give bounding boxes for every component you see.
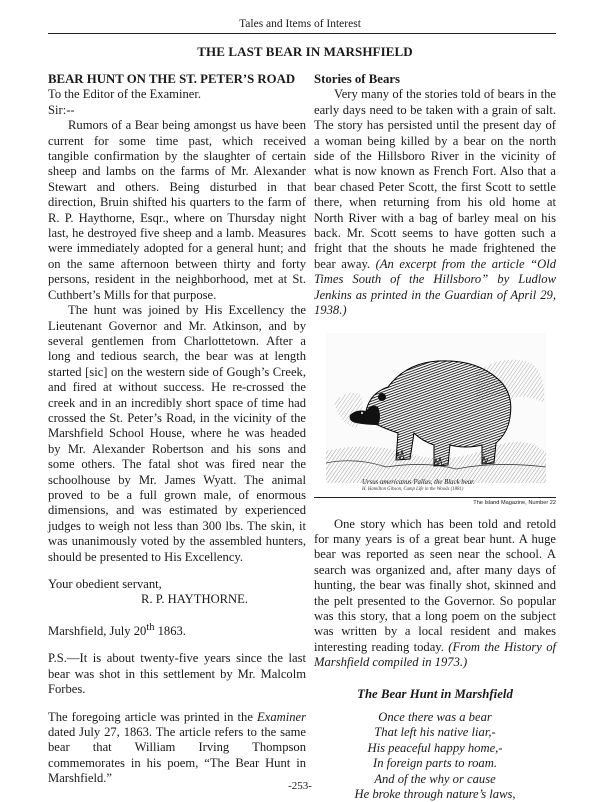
postscript: P.S.—It is about twenty-five years since the last bear was shot in this settlement by Mr. Malcolm Forbes.: [48, 651, 306, 697]
right-column: [314, 72, 556, 802]
poem-line: His peaceful happy home,-: [367, 740, 503, 755]
poem-title: The Bear Hunt in Marshfield: [357, 686, 513, 701]
stories-paragraph-1: [314, 87, 556, 318]
page-number: -253-: [288, 780, 312, 792]
poem-line: And of the why or cause: [374, 771, 496, 786]
letter-paragraph-2: The hunt was joined by His Excellency the Lieutenant Governor and Mr. Atkinson, and by several gentlemen from Charlottetown. After a long and tedious search, the bear was at length started [sic] on the western side of Gough’s Creek, and fired at without success. He re-crossed the creek and in an incredibly short space of time had crossed the St. Peter’s Road, in the vicinity of the Marshfield School House, where he was headed by Mr. Alexander Robertson and his sons and some others. The fatal shot was fired near the schoolhouse by Mr. James Wyatt. The animal proved to be a full grown male, of enormous dimensions, and was estimated by experienced judges to weigh not less than 300 lbs. The skin, it was unanimously voted by the assembled hunters, should be presented to His Excellency.: [48, 303, 306, 564]
left-column: [48, 72, 306, 787]
letter-paragraph-1: Rumors of a Bear being amongst us have been current for some time past, which received tangible confirmation by the slaughter of certain sheep and lambs on the farms of Mr. Alexander Stewart and others. Being disturbed in that direction, Bruin shifted his quarters to the farm of R. P. Haythorne, Esqr., where on Thursday night last, he destroyed five sheep and a lamb. Measures were immediately adopted for a general hunt; and on the same afternoon between thirty and forty persons, resident in the neighborhood, met at St. Cuthbert’s Mills for that purpose.: [48, 118, 306, 302]
dateline-year: 1863.: [154, 624, 186, 638]
letter-signature: R. P. HAYTHORNE.: [141, 592, 248, 607]
note-text-start: The foregoing article was printed in the: [48, 709, 258, 724]
poem-line: In foreign parts to roam.: [373, 756, 497, 771]
dateline-text: Marshfield, July 20: [48, 624, 147, 638]
poem-line: He broke through nature’s laws,: [354, 787, 516, 801]
page-title: THE LAST BEAR IN MARSHFIELD: [197, 44, 413, 59]
stories-text-2: One story which has been told and retold for many years is of a great bear hunt. A huge bear was reported as seen near the school. A search was organized and, after many days of hunting, the bear was finally shot, skinned and the pelt presented to the Governor. So popular was this story, that a long poem on the subject was written by a local resident and makes interesting reading today.: [314, 516, 556, 654]
stories-citation-2: (From the History of Marshfield compiled in 1973.): [314, 639, 556, 670]
salutation-sir: Sir:--: [48, 102, 75, 117]
left-heading: BEAR HUNT ON THE ST. PETER’S ROAD: [48, 72, 296, 86]
figure-caption: Ursus americanus Pallas, the Black bear.: [362, 478, 475, 486]
stories-text-1: Very many of the stories told of bears in the early days need to be taken with a grain of salt. The story has persisted until the present day of a woman being killed by a bear on the north side of the Hillsboro River in the vicinity of what is now known as French Fort. Also that a bear chased Peter Scott, the first Scott to settle there, when returning from his old home at North River with a bag of barley meal on his back. Mr. Scott seems to have gotten such a fright that the shouts he made frightened the bear away.: [314, 87, 556, 271]
stories-paragraph-2: [314, 517, 556, 671]
salutation-line: To the Editor of the Examiner.: [48, 87, 201, 102]
letter-closing: Your obedient servant,: [48, 577, 162, 591]
figure-rule: [314, 497, 556, 498]
note-text-end: dated July 27, 1863. The article refers to the same bear that William Irving Thompson commemorates in his poem, “The Bear Hunt in Marshfield.”: [48, 725, 306, 786]
editorial-note: [48, 710, 306, 787]
note-newspaper-name: Examiner: [257, 709, 306, 724]
figure-source: The Island Magazine, Number 22: [473, 499, 556, 506]
poem-line: Once there was a bear: [378, 709, 492, 724]
stories-citation-1: (An excerpt from the article “Old Times South of the Hillsboro” by Ludlow Jenkins as printed in the Guardian of April 29, 1938.): [314, 256, 556, 318]
running-head: Tales and Items of Interest: [239, 18, 361, 30]
bear-illustration: [326, 333, 546, 483]
letter-dateline: [48, 620, 306, 640]
header-rule: [48, 33, 556, 34]
right-heading: Stories of Bears: [314, 72, 401, 86]
bear-figure: [314, 329, 556, 509]
poem-line: That left his native liar,-: [374, 725, 496, 740]
dateline-superscript: th: [146, 621, 155, 633]
figure-credit: H. Hamilton Gibson, Camp Life in the Woods (1881): [362, 486, 464, 492]
bear-engraving-icon: [326, 333, 546, 483]
